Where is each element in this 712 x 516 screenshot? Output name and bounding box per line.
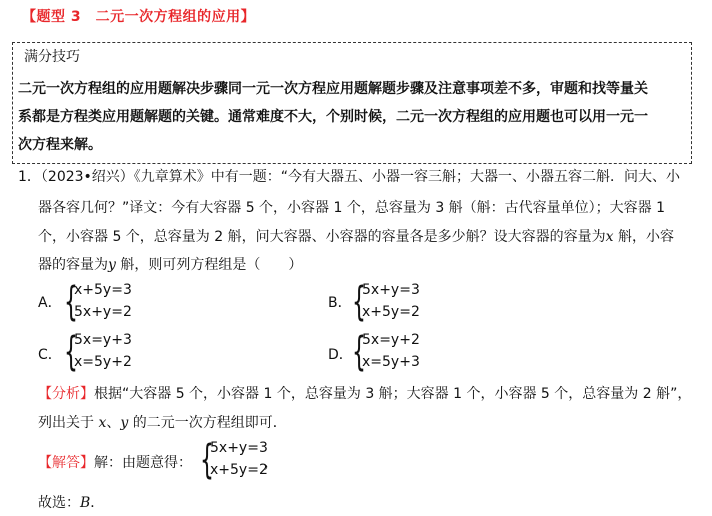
analysis-line-2 (38, 412, 287, 432)
solution-comma: ， (264, 455, 278, 471)
tips-box (12, 42, 692, 164)
tips-line-3: 次方程来解。 (18, 137, 102, 153)
analysis-separator: 、 (106, 415, 121, 431)
option-b-label[interactable]: B． (328, 295, 352, 311)
section-title: 【题型 3 二元一次方程组的应用】 (22, 9, 256, 25)
variable-x: x (605, 229, 614, 245)
option-a-label[interactable]: A． (38, 295, 62, 311)
solution-eq2: x+5y=2 (210, 462, 268, 478)
option-b-eq2: x+5y=2 (362, 304, 420, 320)
option-b-eq1: 5x+y=3 (362, 282, 420, 298)
brace-icon: { (64, 279, 78, 325)
brace-icon: { (64, 329, 78, 375)
analysis-line-2-pre: 列出关于 (38, 415, 99, 431)
variable-y: y (108, 257, 116, 273)
solution-tag: 【解答】 (38, 455, 94, 471)
answer-line (38, 492, 104, 512)
option-d-eq1: 5x=y+2 (362, 332, 420, 348)
question-line-3 (38, 226, 674, 246)
analysis-line-1 (38, 383, 691, 403)
question-line-4-text: 器的容量为 (38, 257, 108, 273)
tips-line-1: 二元一次方程组的应用题解决步骤同一元一次方程应用题解题步骤及注意事项差不多，审题和找等量关 (18, 81, 648, 97)
answer-end: ． (90, 495, 105, 511)
answer-label: 故选： (38, 495, 80, 511)
option-c-eq1: 5x=y+3 (74, 332, 132, 348)
option-d-label[interactable]: D． (328, 347, 353, 363)
analysis-tag: 【分析】 (38, 386, 94, 402)
analysis-text: 根据“大容器 5 个，小容器 1 个，总容量为 3 斛；大容器 1 个，小容器 5 个，总容量为 2 斛”， (94, 386, 692, 402)
option-d-eq2: x=5y+3 (362, 354, 420, 370)
solution-eq1: 5x+y=3 (210, 440, 268, 456)
solution-line (38, 452, 192, 472)
question-line-1: 1．（2023•绍兴）《九章算术》中有一题：“今有大器五、小器一容三斛；大器一、小器五容二斛．问大、小 (18, 169, 681, 185)
question-line-2: 器各容几何？”译文：今有大容器 5 个，小容器 1 个，总容量为 3 斛（斛：古代容量单位）；大容器 1 (38, 200, 666, 216)
tips-line-2: 系都是方程类应用题解题的关键。通常难度不大，个别时候，二元一次方程组的应用题也可以用一元一 (18, 109, 648, 125)
option-c-eq2: x=5y+2 (74, 354, 132, 370)
question-line-4-tail: 斛，则可列方程组是（ ） (115, 257, 303, 273)
analysis-variable-x: x (98, 415, 107, 431)
brace-icon: { (352, 279, 366, 325)
tips-heading: 满分技巧 (24, 49, 80, 65)
brace-icon: { (200, 437, 214, 483)
option-c-label[interactable]: C． (38, 347, 62, 363)
question-line-3-text: 个，小容器 5 个，总容量为 2 斛，问大容器、小容器的容量各是多少斛？设大容器的容量为 (38, 229, 606, 245)
option-a-eq2: 5x+y=2 (74, 304, 132, 320)
analysis-variable-y: y (120, 415, 129, 431)
option-a-eq1: x+5y=3 (74, 282, 132, 298)
question-line-4 (38, 254, 302, 274)
question-line-3-tail: 斛，小容 (613, 229, 674, 245)
answer-value: B (80, 495, 91, 511)
brace-icon: { (352, 329, 366, 375)
analysis-line-2-post: 的二元一次方程组即可． (128, 415, 287, 431)
solution-text: 解：由题意得： (94, 455, 192, 471)
